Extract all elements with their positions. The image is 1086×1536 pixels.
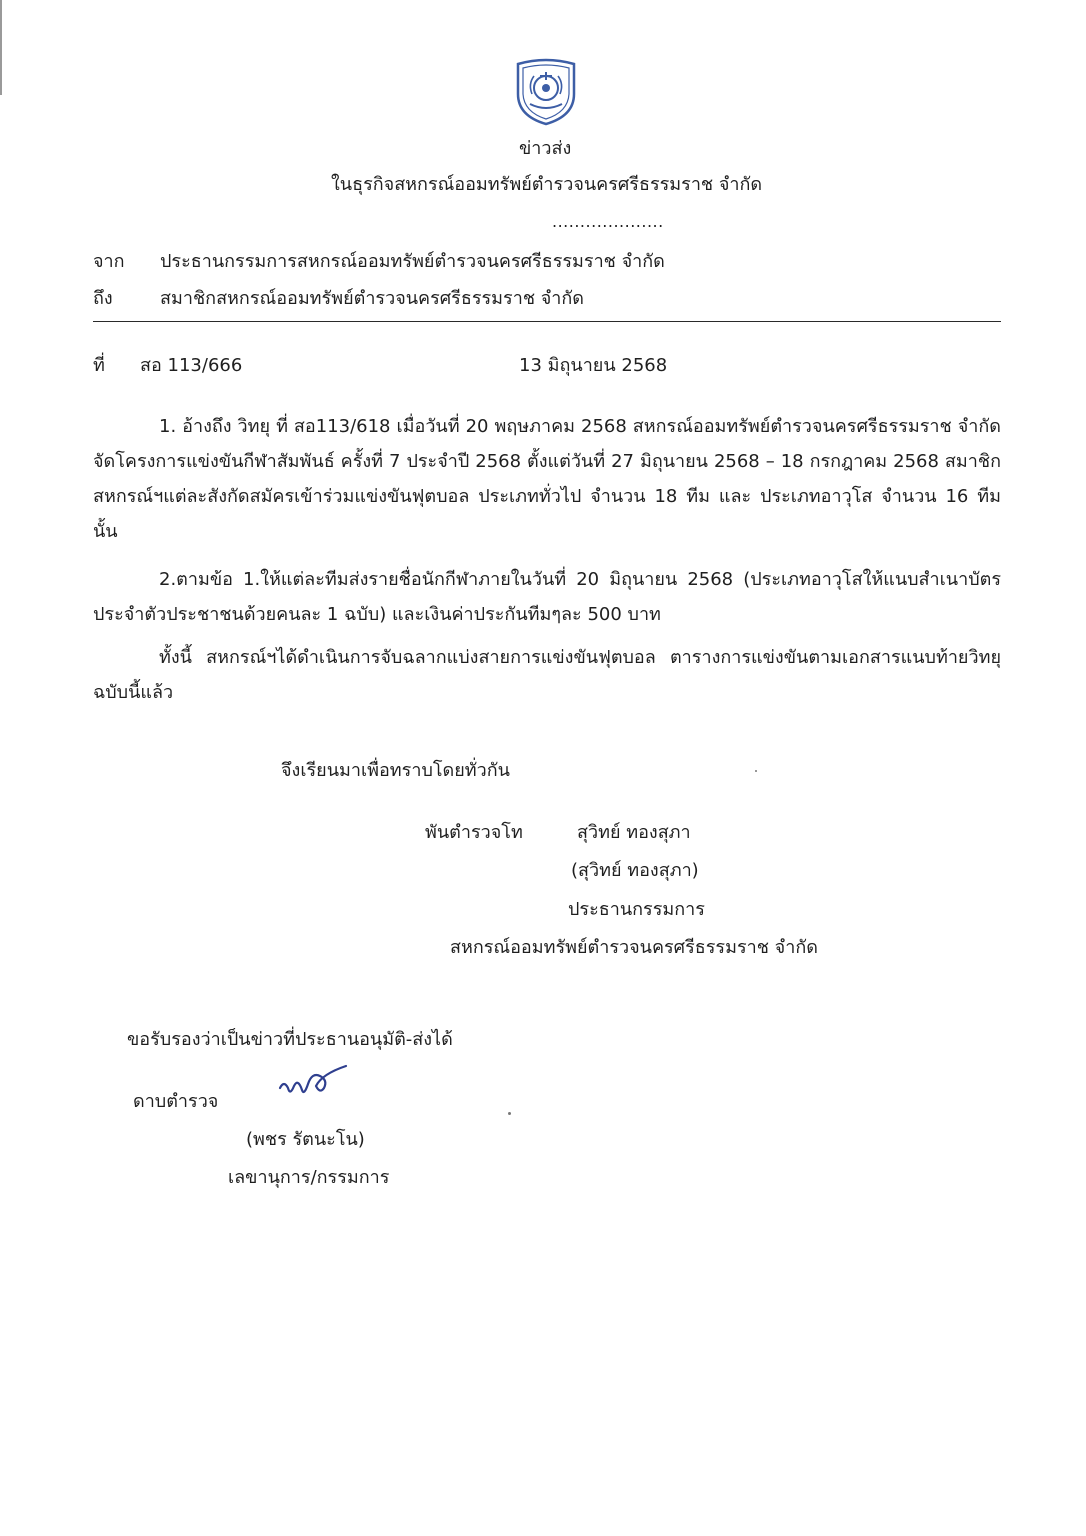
- body-paragraph-3: ทั้งนี้ สหกรณ์ฯได้ดำเนินการจับฉลากแบ่งสายการแข่งขันฟุตบอล ตารางการแข่งขันตามเอกสารแนบท้ายวิทยุ ฉบับนี้แล้ว: [93, 647, 1001, 703]
- certifier-position: เลขานุการ/กรรมการ: [228, 1167, 390, 1188]
- signer-organization: สหกรณ์ออมทรัพย์ตำรวจนครศรีธรรมราช จำกัด: [450, 937, 818, 958]
- from-label: จาก: [93, 251, 125, 272]
- reference-number: สอ 113/666: [140, 355, 243, 376]
- signer-position: ประธานกรรมการ: [568, 899, 705, 920]
- closing-text: จึงเรียนมาเพื่อทราบโดยทั่วกัน: [281, 760, 510, 781]
- divider-dots: ....................: [552, 212, 664, 231]
- police-coop-emblem-icon: [510, 54, 582, 126]
- certifier-rank: ดาบตำรวจ: [133, 1091, 219, 1112]
- scan-speck: [755, 770, 757, 772]
- reference-date: 13 มิถุนายน 2568: [519, 355, 668, 376]
- body-paragraph-2: 2.ตามข้อ 1.ให้แต่ละทีมส่งรายชื่อนักกีฬาภายในวันที่ 20 มิถุนายน 2568 (ประเภทอาวุโสให้แนบสำเนาบัตรประจำตัวประชาชนด้วยคนละ 1 ฉบับ) และเงินค่าประกันทีมๆละ 500 บาท: [93, 569, 1001, 625]
- document-type: ข่าวส่ง: [519, 138, 572, 159]
- body-paragraph-1: 1. อ้างถึง วิทยุ ที่ สอ113/618 เมื่อวันที่ 20 พฤษภาคม 2568 สหกรณ์ออมทรัพย์ตำรวจนครศรีธรรมราช จำกัด จัดโครงการแข่งขันกีฬาสัมพันธ์ ครั้งที่ 7 ประจำปี 2568 ตั้งแต่วันที่ 27 มิถุนายน 2568 – 18 กรกฎาคม 2568 สมาชิกสหกรณ์ฯแต่ละสังกัดสมัครเข้าร่วมแข่งขันฟุตบอล ประเภททั่วไป จำนวน 18 ทีม และ ประเภทอาวุโส จำนวน 16 ทีม นั้น: [93, 416, 1001, 542]
- reference-label: ที่: [93, 355, 105, 376]
- to-value: สมาชิกสหกรณ์ออมทรัพย์ตำรวจนครศรีธรรมราช จำกัด: [160, 288, 584, 309]
- document-subtitle: ในธุรกิจสหกรณ์ออมทรัพย์ตำรวจนครศรีธรรมราช จำกัด: [331, 174, 763, 195]
- scan-speck: [508, 1112, 511, 1115]
- scan-edge-line: [0, 0, 2, 95]
- handwritten-signature: [276, 1062, 350, 1106]
- signer-name: สุวิทย์ ทองสุภา: [577, 822, 691, 843]
- from-value: ประธานกรรมการสหกรณ์ออมทรัพย์ตำรวจนครศรีธรรมราช จำกัด: [160, 251, 665, 272]
- signer-name-paren: (สุวิทย์ ทองสุภา): [571, 860, 699, 881]
- certification-text: ขอรับรองว่าเป็นข่าวที่ประธานอนุมัติ-ส่งได้: [127, 1029, 453, 1050]
- to-label: ถึง: [93, 288, 113, 309]
- certifier-name-paren: (พชร รัตนะโน): [246, 1129, 365, 1150]
- signer-rank: พันตำรวจโท: [425, 822, 523, 843]
- header-rule: [93, 321, 1001, 322]
